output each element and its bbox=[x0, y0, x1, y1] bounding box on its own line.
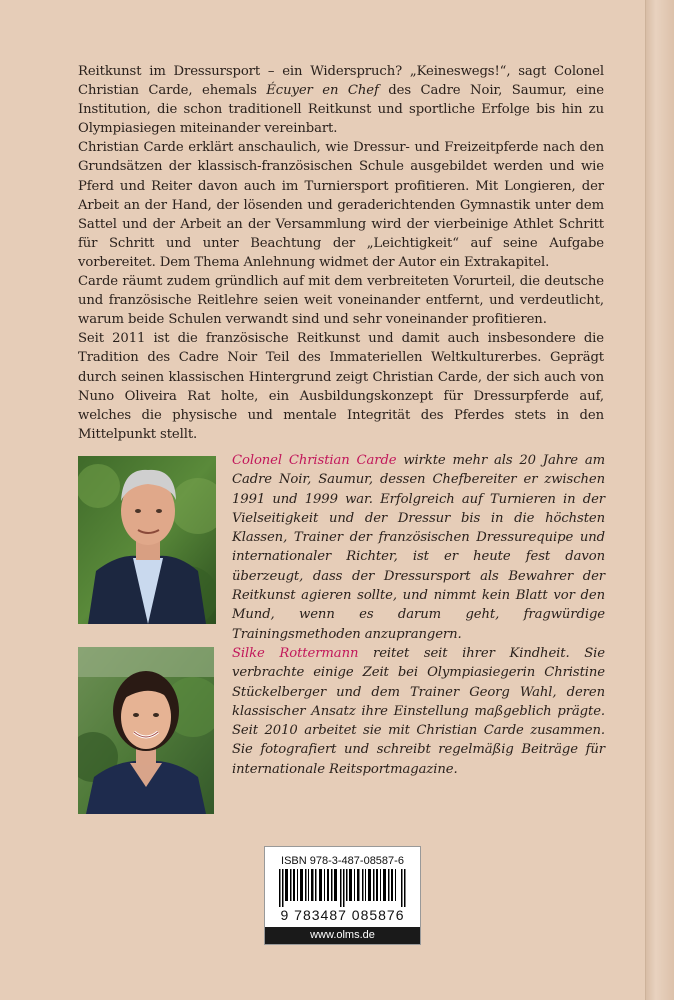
blurb-paragraph-1 bbox=[78, 62, 604, 138]
publisher-url: www.olms.de bbox=[265, 927, 420, 944]
blurb-italic-title: Écuyer en Chef bbox=[266, 83, 379, 99]
blurb-paragraph-3: Carde räumt zudem gründlich auf mit dem verbreiteten Vorurteil, die deutsche und französische Reitlehre seien weit voneinander entfernt, und verdeutlicht, warum beide Schulen verwandt sind und sehr voneinander profitieren. bbox=[78, 274, 604, 328]
author-bio-text: reitet seit ihrer Kindheit. Sie verbrachte einige Zeit bei Olympiasiegerin Christine Stückelberger und dem Trainer Georg Wahl, deren klassischer Ansatz ihre Einstellung maßgeblich prägte. Seit 2010 arbeitet sie mit Christian Carde zusammen. Sie fotografiert und schreibt regelmäßig Beiträge für internationale Reitsportmagazine. bbox=[232, 646, 605, 777]
ean-digits: 9 783487 085876 bbox=[280, 907, 405, 923]
blurb-text: Reitkunst im Dressursport – ein Widerspruch? „Keineswegs!“, sagt Colonel Christian Carde, ehemals bbox=[78, 64, 604, 99]
barcode-bars bbox=[279, 869, 406, 907]
blurb-paragraph-4: Seit 2011 ist die französische Reitkunst und damit auch insbesondere die Tradition des Cadre Noir Teil des Immateriellen Weltkulturerbes. Geprägt durch seinen klassischen Hintergrund zeigt Christian Carde, der sich auch von Nuno Oliveira Rat holte, ein Ausbildungskonzept für Dressurpferde auf, welches die physische und mentale Integrität des Pferdes stets in den Mittelpunkt stellt. bbox=[78, 331, 604, 442]
author-bio-text: wirkte mehr als 20 Jahre am Cadre Noir, Saumur, dessen Chefbereiter er zwischen 1991 und 1999 war. Erfolgreich auf Turnieren in der Vielseitigkeit und der Dressur bis in die höchsten Klassen, Trainer der französischen Dressurequipe und internationaler Richter, ist er heute fest davon überzeugt, dass der Dressursport als Bewahrer der Reitkunst agieren sollte, und nimmt kein Blatt vor den Mund, wenn es darum geht, fragwürdige Trainingsmethoden anzuprangern. bbox=[232, 453, 605, 642]
author-name-carde: Colonel Christian Carde bbox=[232, 453, 397, 468]
author-bio-rottermann bbox=[232, 644, 605, 779]
back-cover-blurb bbox=[78, 62, 604, 444]
isbn-number: ISBN 978-3-487-08587-6 bbox=[281, 855, 404, 867]
isbn-barcode bbox=[264, 846, 421, 945]
blurb-text: des Cadre Noir, Saumur, eine Institution, die schon traditionell Reitkunst und sportliche Erfolge bis hin zu Olympiasiegen miteinander vereinbart. bbox=[78, 83, 604, 137]
author-bio-carde bbox=[232, 451, 605, 644]
book-spine-edge bbox=[645, 0, 674, 1000]
author-photo-carde bbox=[78, 456, 216, 624]
blurb-paragraph-2: Christian Carde erklärt anschaulich, wie Dressur- und Freizeitpferde nach den Grundsätzen der klassisch-französischen Schule ausgebildet werden und wie Pferd und Reiter davon auch im Turniersport profitieren. Mit Longieren, der Arbeit an der Hand, der lösenden und geraderichtenden Gymnastik unter dem Sattel und der Arbeit an der Versammlung wird der vierbeinige Athlet Schritt für Schritt und unter Beachtung der „Leichtigkeit“ auf seine Aufgabe vorbereitet. Dem Thema Anlehnung widmet der Autor ein Extrakapitel. bbox=[78, 140, 604, 270]
author-photo-rottermann bbox=[78, 647, 214, 814]
author-name-rottermann: Silke Rottermann bbox=[232, 646, 359, 661]
